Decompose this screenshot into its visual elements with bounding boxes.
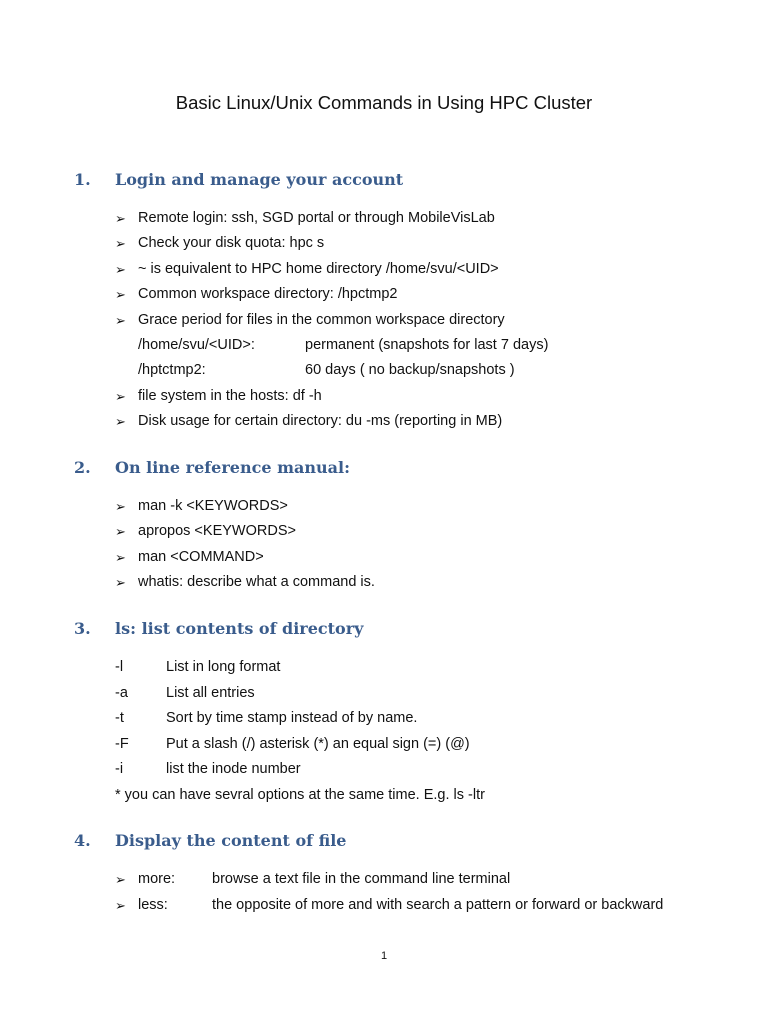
option-desc: Sort by time stamp instead of by name. — [166, 710, 418, 726]
list-item-text: apropos <KEYWORDS> — [138, 523, 296, 539]
arrow-bullet-icon: ➢ — [115, 524, 126, 539]
arrow-bullet-icon: ➢ — [115, 898, 126, 913]
section-title: Display the content of file — [115, 831, 347, 850]
option-flag: -i — [115, 761, 124, 777]
list-item-text: man <COMMAND> — [138, 549, 264, 565]
arrow-bullet-icon: ➢ — [115, 262, 126, 277]
option-flag: -l — [115, 659, 124, 675]
option-desc: List in long format — [166, 659, 281, 675]
section-number: 4. — [74, 831, 91, 850]
option-flag: -a — [115, 685, 128, 701]
list-item-text: ~ is equivalent to HPC home directory /home/svu/<UID> — [138, 261, 499, 277]
arrow-bullet-icon: ➢ — [115, 414, 126, 429]
option-desc: List all entries — [166, 685, 255, 701]
section-title: Login and manage your account — [115, 170, 404, 189]
arrow-bullet-icon: ➢ — [115, 389, 126, 404]
command-name: less: — [138, 897, 168, 913]
list-item-text: Common workspace directory: /hpctmp2 — [138, 286, 398, 302]
section-title: On line reference manual: — [115, 458, 350, 477]
grace-desc: permanent (snapshots for last 7 days) — [305, 337, 549, 353]
arrow-bullet-icon: ➢ — [115, 236, 126, 251]
section-1-heading — [74, 170, 403, 189]
list-item-text: file system in the hosts: df -h — [138, 388, 322, 404]
grace-path: /home/svu/<UID>: — [138, 337, 255, 353]
list-item-text: Disk usage for certain directory: du -ms (reporting in MB) — [138, 413, 503, 429]
section-4-heading — [74, 831, 346, 850]
document-title: Basic Linux/Unix Commands in Using HPC Cluster — [175, 92, 593, 113]
section-number: 2. — [74, 458, 91, 477]
list-item-text: Remote login: ssh, SGD portal or through MobileVisLab — [138, 210, 495, 226]
arrow-bullet-icon: ➢ — [115, 313, 126, 328]
command-desc: browse a text file in the command line terminal — [212, 871, 511, 887]
arrow-bullet-icon: ➢ — [115, 550, 126, 565]
list-item-text: man -k <KEYWORDS> — [138, 498, 288, 514]
grace-desc: 60 days ( no backup/snapshots ) — [305, 362, 515, 378]
arrow-bullet-icon: ➢ — [115, 499, 126, 514]
options-note: * you can have sevral options at the same time. E.g. ls -ltr — [115, 787, 485, 803]
list-item-text: whatis: describe what a command is. — [138, 574, 375, 590]
page-number: 1 — [380, 950, 388, 962]
option-desc: list the inode number — [166, 761, 301, 777]
list-item-text: Check your disk quota: hpc s — [138, 235, 325, 251]
list-item-text: Grace period for files in the common workspace directory — [138, 312, 505, 328]
section-title: ls: list contents of directory — [115, 619, 364, 638]
arrow-bullet-icon: ➢ — [115, 872, 126, 887]
option-flag: -t — [115, 710, 124, 726]
command-name: more: — [138, 871, 176, 887]
section-2-heading — [74, 458, 350, 477]
section-number: 1. — [74, 170, 91, 189]
arrow-bullet-icon: ➢ — [115, 211, 126, 226]
arrow-bullet-icon: ➢ — [115, 575, 126, 590]
command-desc: the opposite of more and with search a pattern or forward or backward — [212, 897, 664, 913]
section-3-heading — [74, 619, 363, 638]
option-flag: -F — [115, 736, 129, 752]
section-number: 3. — [74, 619, 91, 638]
grace-path: /hptctmp2: — [138, 362, 206, 378]
option-desc: Put a slash (/) asterisk (*) an equal sign (=) (@) — [166, 736, 470, 752]
arrow-bullet-icon: ➢ — [115, 287, 126, 302]
